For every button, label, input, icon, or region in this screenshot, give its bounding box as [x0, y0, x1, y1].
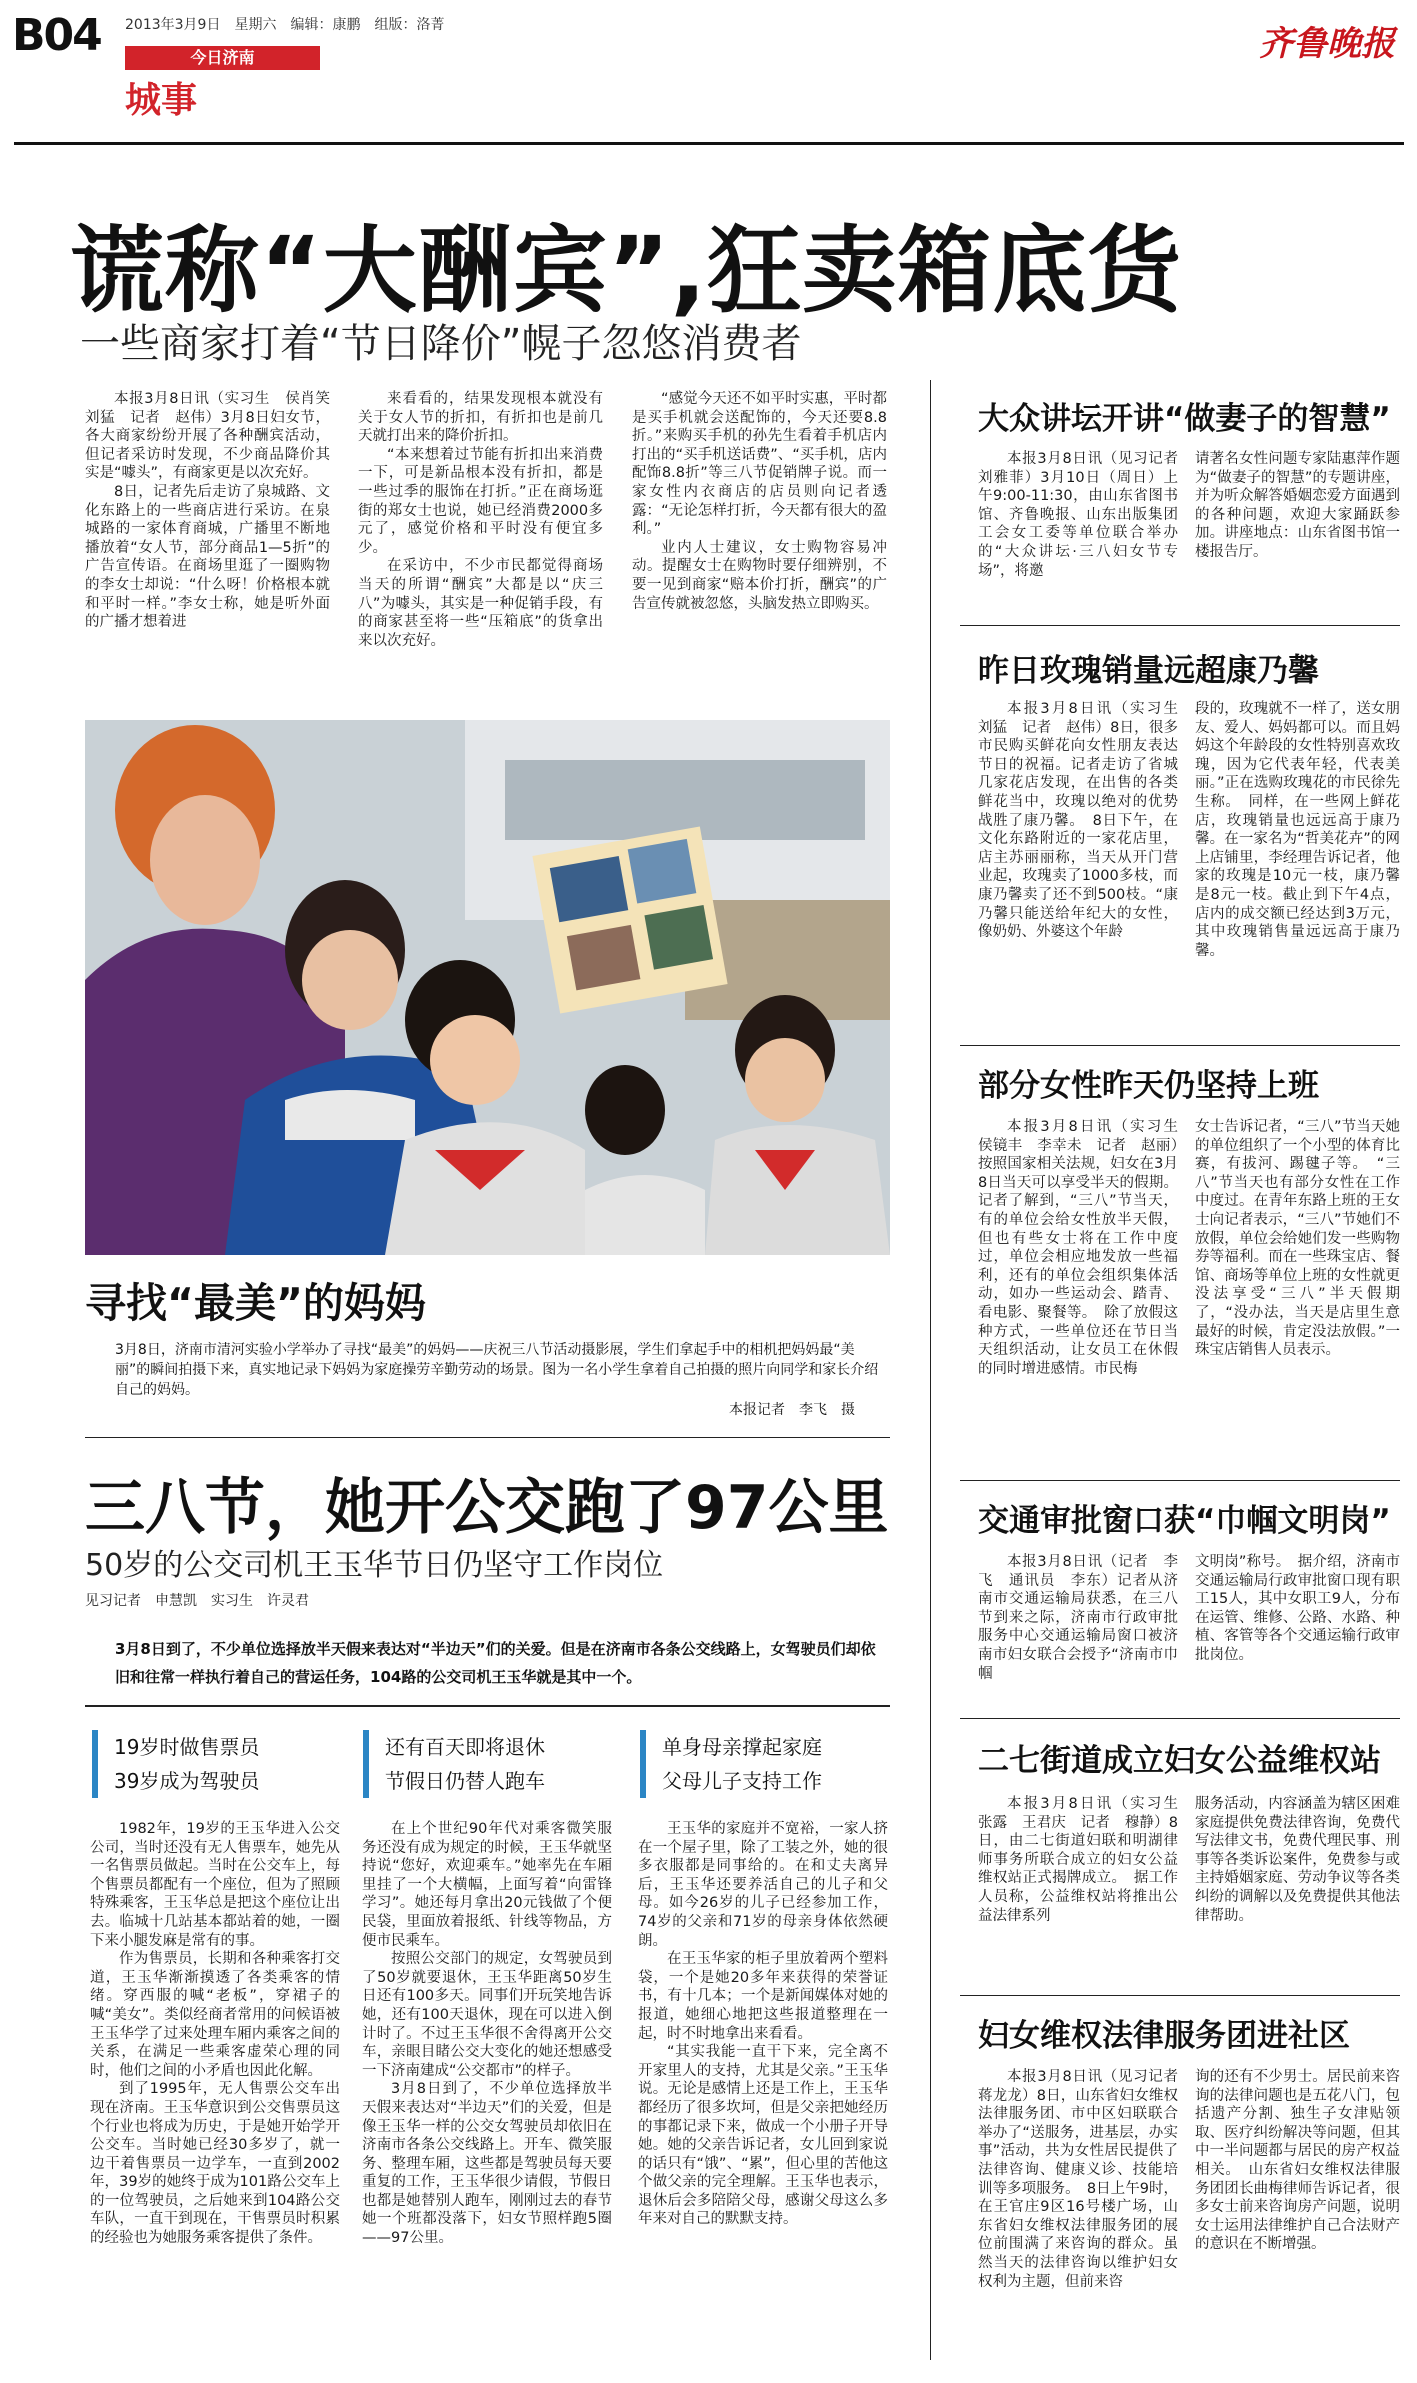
second-headline: 三八节，她开公交跑了97公里 [85, 1473, 889, 1543]
sidebar-article-4-col-2 [1195, 1553, 1400, 1703]
paragraph: 本报3月8日讯（实习生 侯肖笑 刘猛 记者 赵伟）3月8日妇女节，各大商家纷纷开展了各种酬宾活动，但记者采访时发现，不少商品降价其实是“噱头”，有商家更是以次充好。 [85, 391, 345, 482]
section-title: 城事 [125, 80, 198, 121]
issue-meta: 2013年3月9日 星期六 编辑：康鹏 组版：洛菁 [125, 17, 445, 33]
main-headline: 谎称“大酬宾”,狂卖箱底货 [70, 217, 1183, 326]
sidebar-article-5-col-1 [978, 1795, 1193, 1985]
second-article-column-3 [638, 1820, 888, 2365]
paragraph: 到了1995年，无人售票公交车出现在济南。王玉华意识到公交售票员这个行业也将成为历史，于是她开始学开公交车。当时她已经30多岁了，就一边干着售票员一边学车，一直到2002年，39岁的她终于成为101路公交车上的一位驾驶员，之后她来到104路公交车队，一直干到现在，干售票员时积累的经验也为她服务乘客提供了条件。 [90, 2081, 340, 2247]
section-rule [85, 1437, 890, 1438]
sidebar-rule [960, 1480, 1400, 1481]
paragraph: 1982年，19岁的王玉华进入公交公司，当时还没有无人售票车，她先从一名售票员做起。当时在公交车上，每个售票员都配有一个座位，但为了照顾特殊乘客，王玉华总是把这个座位让出去。临城十几站基本都站着的她，一圈下来小腿发麻是常有的事。 [90, 1821, 340, 1949]
kicker-line: 节假日仍替人跑车 [385, 1769, 545, 1793]
paragraph: 本报3月8日讯（记者 李飞 通讯员 李东）记者从济南市交通运输局获悉，在三八节到来之际，济南市行政审批服务中心交通运输局窗口被济南市妇女联合会授予“济南市巾帼 [978, 1554, 1178, 1682]
sidebar-article-3-col-1 [978, 1118, 1193, 1473]
section-kicker-3 [640, 1730, 822, 1798]
paragraph: 本报3月8日讯（实习生 刘猛 记者 赵伟）8日，很多市民购买鲜花向女性朋友表达节日的祝福。记者走访了省城几家花店发现，在出售的各类鲜花当中，玫瑰以绝对的优势战胜了康乃馨。 8日下午，在文化东路附近的一家花店里，店主苏丽丽称，当天从开门营业起，玫瑰卖了1000多枝，而康乃馨卖了还不到500枝。“康乃馨只能送给年纪大的女性，像奶奶、外婆这个年龄 [978, 701, 1193, 941]
paragraph: 询的还有不少男士。居民前来咨询的法律问题也是五花八门，包括遗产分割、独生子女津贴领取、医疗纠纷解决等问题，但其中一半问题都与居民的房产权益相关。 山东省妇女维权法律服务团团长曲梅律师告诉记者，很多女士前来咨询房产问题，说明女士运用法律维护自己合法财产的意识在不断增强。 [1195, 2069, 1400, 2253]
sidebar-article-6-col-2 [1195, 2068, 1400, 2368]
sidebar-rule [960, 1718, 1400, 1719]
paragraph: 本报3月8日讯（见习记者 蒋龙龙）8日，山东省妇女维权法律服务团、市中区妇联联合举办了“送服务，进基层，办实事”活动，共为女性居民提供了法律咨询、健康义诊、技能培训等多项服务。 8日上午9时，在王官庄9区16号楼广场，山东省妇女维权法律服务团的展位前围满了来咨询的群众。虽然当天的法律咨询以维护妇女权利为主题，但前来咨 [978, 2069, 1193, 2290]
page-number: B04 [12, 10, 101, 61]
sidebar-rule [960, 1995, 1400, 1996]
section-kicker-1 [92, 1730, 259, 1798]
photo-credit: 本报记者 李飞 摄 [729, 1402, 855, 1418]
paragraph: “感觉今天还不如平时实惠，平时都是买手机就会送配饰的，今天还要8.8折。”来购买手机的孙先生看着手机店内打出的“买手机送话费”、“买手机，店内配饰8.8折”等三八节促销牌子说。而一家女性内衣商店的店员则向记者透露：“无论怎样打折，今天都有很大的盈利。” [632, 391, 887, 538]
main-article-column-3 [632, 390, 887, 690]
paragraph: 文明岗”称号。 据介绍，济南市交通运输局行政审批窗口现有职工15人，其中女职工9人，分布在运管、维修、公路、水路、种植、客管等各个交通运输行政审批岗位。 [1195, 1554, 1400, 1663]
sidebar-article-1-col-1 [978, 450, 1193, 600]
sidebar-rule [960, 625, 1400, 626]
paragraph: 在王玉华家的柜子里放着两个塑料袋，一个是她20多年来获得的荣誉证书，有十几本；一个是新闻媒体对她的报道，她细心地把这些报道整理在一起，时不时地拿出来看看。 [638, 1951, 888, 2042]
paragraph: “其实我能一直干下来，完全离不开家里人的支持，尤其是父亲。”王玉华说。无论是感情上还是工作上，王玉华都经历了很多坎坷，但是父亲把她经历的事都记录下来，做成一个小册子开导她。她的父亲告诉记者，女儿回到家说的话只有“饿”、“累”，但心里的苦他这个做父亲的完全理解。王玉华也表示，退休后会多陪陪父母，感谢父母这么多年来对自己的默默支持。 [638, 2044, 888, 2228]
sidebar-rule [960, 1045, 1400, 1046]
newspaper-logo: 齐鲁晚报 [1259, 24, 1395, 64]
section-tag: 今日济南 [125, 46, 320, 70]
paragraph: 段的，玫瑰就不一样了，送女朋友、爱人、妈妈都可以。而且妈妈这个年龄段的女性特别喜欢玫瑰，因为它代表年轻，代表美丽。”正在选购玫瑰花的市民徐先生称。 同样，在一些网上鲜花店，玫瑰销量也远远高于康乃馨。在一家名为“哲美花卉”的网上店铺里，李经理告诉记者，他家的玫瑰是10元一枝，康乃馨是8元一枝。截止到下午4点，店内的成交额已经达到3万元，其中玫瑰销售量远远高于康乃馨。 [1195, 701, 1400, 959]
sidebar-headline-3: 部分女性昨天仍坚持上班 [978, 1068, 1319, 1104]
second-lead: 3月8日到了，不少单位选择放半天假来表达对“半边天”们的关爱。但是在济南市各条公交线路上，女驾驶员们却依旧和往常一样执行着自己的营运任务，104路的公交司机王玉华就是其中一个。 [115, 1640, 876, 1686]
kicker-line: 39岁成为驾驶员 [114, 1769, 260, 1793]
paragraph: 在采访中，不少市民都觉得商场当天的所谓“酬宾”大都是以“庆三八”为噱头，其实是一种促销手段，有的商家甚至将一些“压箱底”的货拿出来以次充好。 [358, 558, 603, 649]
sidebar-article-5-col-2 [1195, 1795, 1400, 1985]
paragraph: 作为售票员，长期和各种乘客打交道，王玉华渐渐摸透了各类乘客的情绪。穿西服的喊“老板”，穿裙子的喊“美女”。类似经商者常用的问候语被王玉华学了过来处理车厢内乘客之间的关系，在满足一些乘客虚荣心理的同时，他们之间的小矛盾也因此化解。 [90, 1951, 340, 2079]
paragraph: 3月8日到了，不少单位选择放半天假来表达对“半边天”们的关爱，但是像王玉华一样的公交女驾驶员却依旧在济南市各条公交线路上。开车、微笑服务、整理车厢，这些都是驾驶员每天要重复的工作，王玉华很少请假，节假日也都是她替别人跑车，刚刚过去的春节她一个班都没落下，妇女节照样跑5圈——97公里。 [362, 2081, 612, 2247]
photo-caption [115, 1340, 885, 1420]
paragraph: 本报3月8日讯（实习生 侯镜丰 李幸未 记者 赵丽）按照国家相关法规，妇女在3月8日当天可以享受半天的假期。记者了解到，“三八”节当天，有的单位会给女性放半天假，但也有些女士将在工作中度过，单位会相应地发放一些福利，还有的单位会组织集体活动，如办一些运动会、踏青、看电影、聚餐等。 除了放假这种方式，一些单位还在节日当天组织活动，让女员工在休假的同时增进感情。市民梅 [978, 1119, 1193, 1377]
paragraph: 业内人士建议，女士购物容易冲动。提醒女士在购物时要仔细辨别，不要一见到商家“赔本价打折，酬宾”的广告宣传就被忽悠，头脑发热立即购买。 [632, 539, 887, 612]
section-kicker-2 [363, 1730, 545, 1798]
column-divider [930, 380, 931, 2360]
sidebar-headline-6: 妇女维权法律服务团进社区 [978, 2018, 1350, 2054]
kicker-line: 父母儿子支持工作 [662, 1769, 822, 1793]
sidebar-article-4-col-1 [978, 1553, 1178, 1703]
photo-story-title: 寻找“最美”的妈妈 [85, 1279, 426, 1327]
paragraph: 本报3月8日讯（见习记者 刘雅菲）3月10日（周日）上午9:00-11:30，由山东省图书馆、齐鲁晚报、山东出版集团工会女工委等单位联合举办的“大众讲坛·三八妇女节专场”，将邀 [978, 451, 1193, 579]
news-photo [85, 720, 890, 1255]
sidebar-article-1-col-2 [1195, 450, 1400, 600]
paragraph: 本报3月8日讯（实习生 张露 王君庆 记者 穆静）8日，由二七街道妇联和明湖律师事务所联合成立的妇女公益维权站正式揭牌成立。 据工作人员称，公益维权站将推出公益法律系列 [978, 1796, 1193, 1924]
header-rule [14, 142, 1404, 145]
sidebar-headline-1: 大众讲坛开讲“做妻子的智慧” [978, 401, 1391, 437]
sidebar-article-2-col-1 [978, 700, 1193, 1030]
main-article-column-2 [358, 390, 603, 690]
paragraph: 在上个世纪90年代对乘客微笑服务还没有成为规定的时候，王玉华就坚持说“您好，欢迎乘车。”她率先在车厢里挂了一个大横幅，上面写着“向雷锋学习”。她还每月拿出20元钱做了个便民袋，里面放着报纸、针线等物品，方便市民乘车。 [362, 1821, 612, 1949]
second-article-column-2 [362, 1820, 612, 2365]
main-article-column-1 [85, 390, 345, 690]
paragraph: 女士告诉记者，“三八”节当天她的单位组织了一个小型的体育比赛，有拔河、踢毽子等。 “三八”节当天也有部分女性在工作中度过。在青年东路上班的王女士向记者表示，“三八”节她们不放假，单位会给她们发一些购物券等福利。而在一些珠宝店、餐馆、商场等单位上班的女性就更没法享受“三八”半天假期了，“没办法，当天是店里生意最好的时候，肯定没法放假。”一珠宝店销售人员表示。 [1195, 1119, 1400, 1359]
sidebar-article-3-col-2 [1195, 1118, 1400, 1473]
second-byline: 见习记者 申慧凯 实习生 许灵君 [85, 1593, 309, 1609]
sidebar-headline-5: 二七街道成立妇女公益维权站 [978, 1743, 1381, 1779]
paragraph: 请著名女性问题专家陆惠萍作题为“做妻子的智慧”的专题讲座，并为听众解答婚姻恋爱方面遇到的各种问题，欢迎大家踊跃参加。讲座地点：山东省图书馆一楼报告厅。 [1195, 451, 1400, 560]
sidebar-article-2-col-2 [1195, 700, 1400, 1030]
paragraph: “本来想着过节能有折扣出来消费一下，可是新品根本没有折扣，都是一些过季的服饰在打折。”正在商场逛街的郑女士也说，她已经消费2000多元了，感觉价格和平时没有便宜多少。 [358, 446, 603, 556]
photo-illustration [85, 720, 890, 1255]
kicker-line: 还有百天即将退休 [385, 1735, 545, 1759]
second-article-column-1 [90, 1820, 340, 2365]
paragraph: 8日，记者先后走访了泉城路、文化东路上的一些商店进行采访。在泉城路的一家体育商城，广播里不断地播放着“女人节，部分商品1—5折”的广告宣传语。在商场里逛了一圈购物的李女士却说：“什么呀！价格根本就和平时一样。”李女士称，她是听外面的广播才想着进 [85, 483, 330, 631]
paragraph: 按照公交部门的规定，女驾驶员到了50岁就要退休，王玉华距离50岁生日还有100多天。同事们开玩笑地告诉她，还有100天退休，现在可以进入倒计时了。不过王玉华很不舍得离开公交车，亲眼目睹公交大变化的她还想感受一下济南建成“公交都市”的样子。 [362, 1951, 612, 2079]
sidebar-headline-4: 交通审批窗口获“巾帼文明岗” [978, 1503, 1391, 1539]
sidebar-article-6-col-1 [978, 2068, 1193, 2368]
caption-text: 3月8日，济南市清河实验小学举办了寻找“最美”的妈妈——庆祝三八节活动摄影展，学生们拿起手中的相机把妈妈最“美丽”的瞬间拍摄下来，真实地记录下妈妈为家庭操劳辛勤劳动的场景。图为一名小学生拿着自己拍摄的照片向同学和家长介绍自己的妈妈。 [115, 1342, 879, 1398]
paragraph: 来看看的，结果发现根本就没有关于女人节的折扣，有折扣也是前几天就打出来的降价折扣。 [358, 391, 603, 445]
sidebar-headline-2: 昨日玫瑰销量远超康乃馨 [978, 653, 1319, 689]
kicker-line: 19岁时做售票员 [114, 1735, 260, 1759]
paragraph: 服务活动，内容涵盖为辖区困难家庭提供免费法律咨询，免费代写法律文书，免费代理民事、刑事等各类诉讼案件，免费参与或主持婚姻家庭、劳动争议等各类纠纷的调解以及免费提供其他法律帮助。 [1195, 1796, 1400, 1924]
kicker-line: 单身母亲撑起家庭 [662, 1735, 822, 1759]
paragraph: 王玉华的家庭并不宽裕，一家人挤在一个屋子里，除了工装之外，她的很多衣服都是同事给的。在和丈夫离异后，王玉华还要养活自己的儿子和父母。如今26岁的儿子已经参加工作，74岁的父亲和71岁的母亲身体依然硬朗。 [638, 1821, 888, 1949]
second-subheadline: 50岁的公交司机王玉华节日仍坚守工作岗位 [85, 1548, 664, 1583]
lead-rule [85, 1705, 890, 1707]
main-subheadline: 一些商家打着“节日降价”幌子忽悠消费者 [80, 321, 802, 367]
